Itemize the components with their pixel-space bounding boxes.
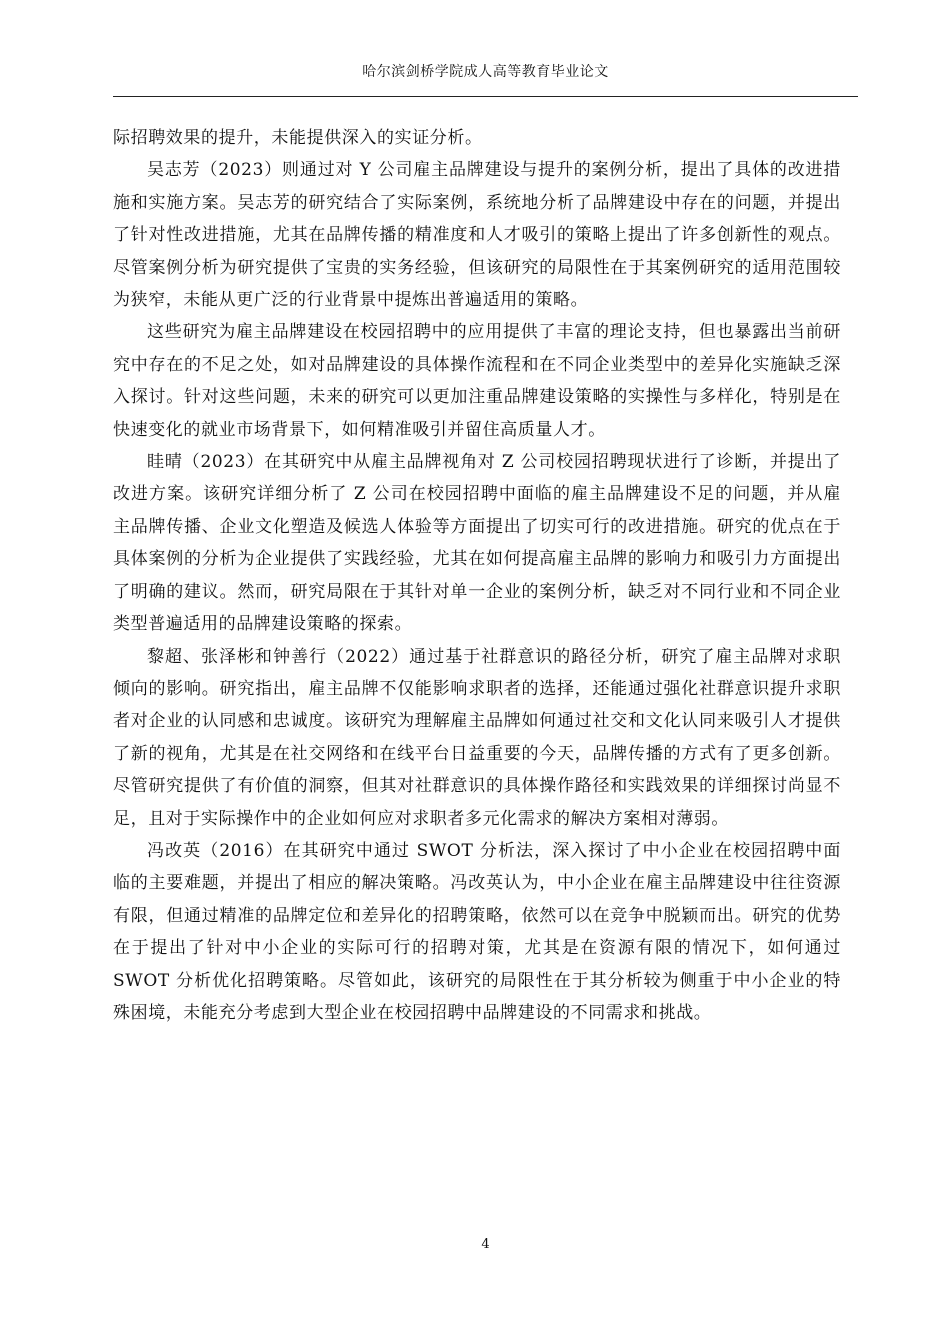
paragraph-feng-gaiying: 冯改英（2016）在其研究中通过 SWOT 分析法，深入探讨了中小企业在校园招聘中面临的主要难题，并提出了相应的解决策略。冯改英认为，中小企业在雇主品牌建设中往往资源有限，但通过精准的品牌定位和差异化的招聘策略，依然可以在竞争中脱颖而出。研究的优势在于提出了针对中小企业的实际可行的招聘对策，尤其是在资源有限的情况下，如何通过 SWOT 分析优化招聘策略。尽管如此，该研究的局限性在于其分析较为侧重于中小企业的特殊困境，未能充分考虑到大型企业在校园招聘中品牌建设的不同需求和挑战。 — [113, 840, 841, 1023]
page-number: 4 — [481, 1237, 490, 1252]
paragraph-summary: 这些研究为雇主品牌建设在校园招聘中的应用提供了丰富的理论支持，但也暴露出当前研究中存在的不足之处，如对品牌建设的具体操作流程和在不同企业类型中的差异化实施缺乏深入探讨。针对这些问题，未来的研究可以更加注重品牌建设策略的实操性与多样化，特别是在快速变化的就业市场背景下，如何精准吸引并留住高质量人才。 — [113, 322, 841, 440]
paragraph-sui-qing: 眭晴（2023）在其研究中从雇主品牌视角对 Z 公司校园招聘现状进行了诊断，并提出了改进方案。该研究详细分析了 Z 公司在校园招聘中面临的雇主品牌建设不足的问题，并从雇主品牌传播、企业文化塑造及候选人体验等方面提出了切实可行的改进措施。研究的优点在于具体案例的分析为企业提供了实践经验，尤其在如何提高雇主品牌的影响力和吸引力方面提出了明确的建议。然而，研究局限在于其针对单一企业的案例分析，缺乏对不同行业和不同企业类型普遍适用的品牌建设策略的探索。 — [113, 452, 841, 635]
paragraph-wu-zhifang: 吴志芳（2023）则通过对 Y 公司雇主品牌建设与提升的案例分析，提出了具体的改进措施和实施方案。吴志芳的研究结合了实际案例，系统地分析了品牌建设中存在的问题，并提出了针对性改进措施，尤其在品牌传播的精准度和人才吸引的策略上提出了许多创新性的观点。尽管案例分析为研究提供了宝贵的实务经验，但该研究的局限性在于其案例研究的适用范围较为狭窄，未能从更广泛的行业背景中提炼出普遍适用的策略。 — [113, 160, 841, 311]
paragraph-li-chao: 黎超、张泽彬和钟善行（2022）通过基于社群意识的路径分析，研究了雇主品牌对求职倾向的影响。研究指出，雇主品牌不仅能影响求职者的选择，还能通过强化社群意识提升求职者对企业的认同感和忠诚度。该研究为理解雇主品牌如何通过社交和文化认同来吸引人才提供了新的视角，尤其是在社交网络和在线平台日益重要的今天，品牌传播的方式有了更多创新。尽管研究提供了有价值的洞察，但其对社群意识的具体操作路径和实践效果的详细探讨尚显不足，且对于实际操作中的企业如何应对求职者多元化需求的解决方案相对薄弱。 — [113, 646, 841, 829]
running-header-title: 哈尔滨剑桥学院成人高等教育毕业论文 — [362, 64, 609, 80]
header-divider — [113, 96, 858, 97]
paragraph-continuation: 际招聘效果的提升，未能提供深入的实证分析。 — [113, 128, 483, 148]
body-text — [113, 122, 841, 1029]
